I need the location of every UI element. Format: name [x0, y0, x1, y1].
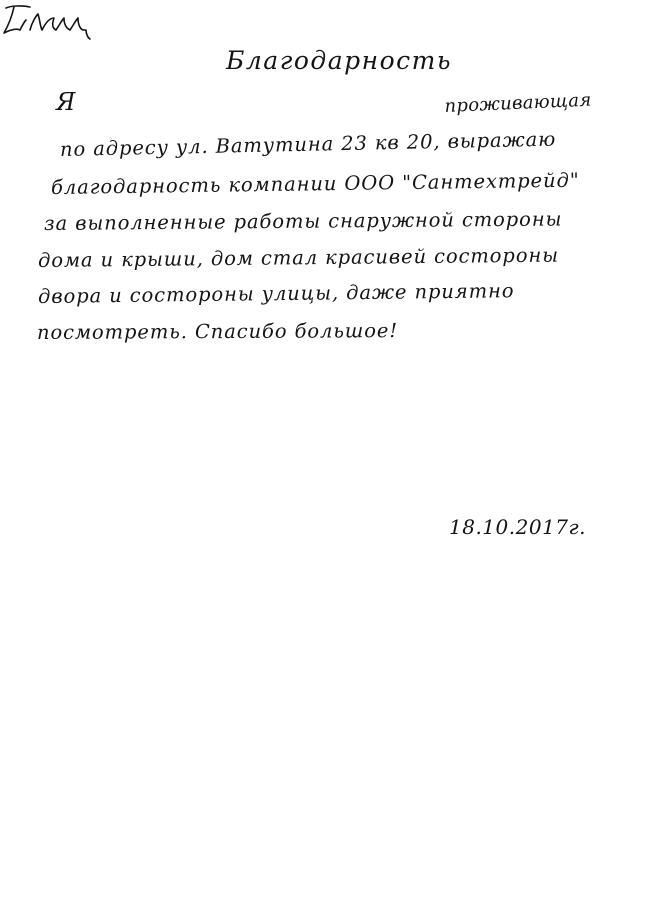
- signature-scribble: [0, 0, 110, 40]
- residing-text: проживающая: [444, 89, 592, 117]
- signature: [0, 0, 110, 40]
- body-line-1: по адресу ул. Ватутина 23 кв 20, выражаю: [59, 127, 557, 161]
- body-line-6: посмотреть. Спасибо большое!: [36, 319, 399, 344]
- body-line-5: двора и состороны улицы, даже приятно: [37, 279, 515, 308]
- body-line-4: дома и крыши, дом стал красивей состороны: [37, 243, 560, 272]
- letter-date: 18.10.2017г.: [449, 515, 586, 539]
- letter-title: Благодарность: [226, 46, 452, 75]
- author-pronoun: Я: [56, 88, 76, 116]
- body-line-2: благодарность компании ООО "Сантехтрейд": [50, 168, 580, 199]
- body-line-3: за выполненные работы снаружной стороны: [43, 207, 563, 235]
